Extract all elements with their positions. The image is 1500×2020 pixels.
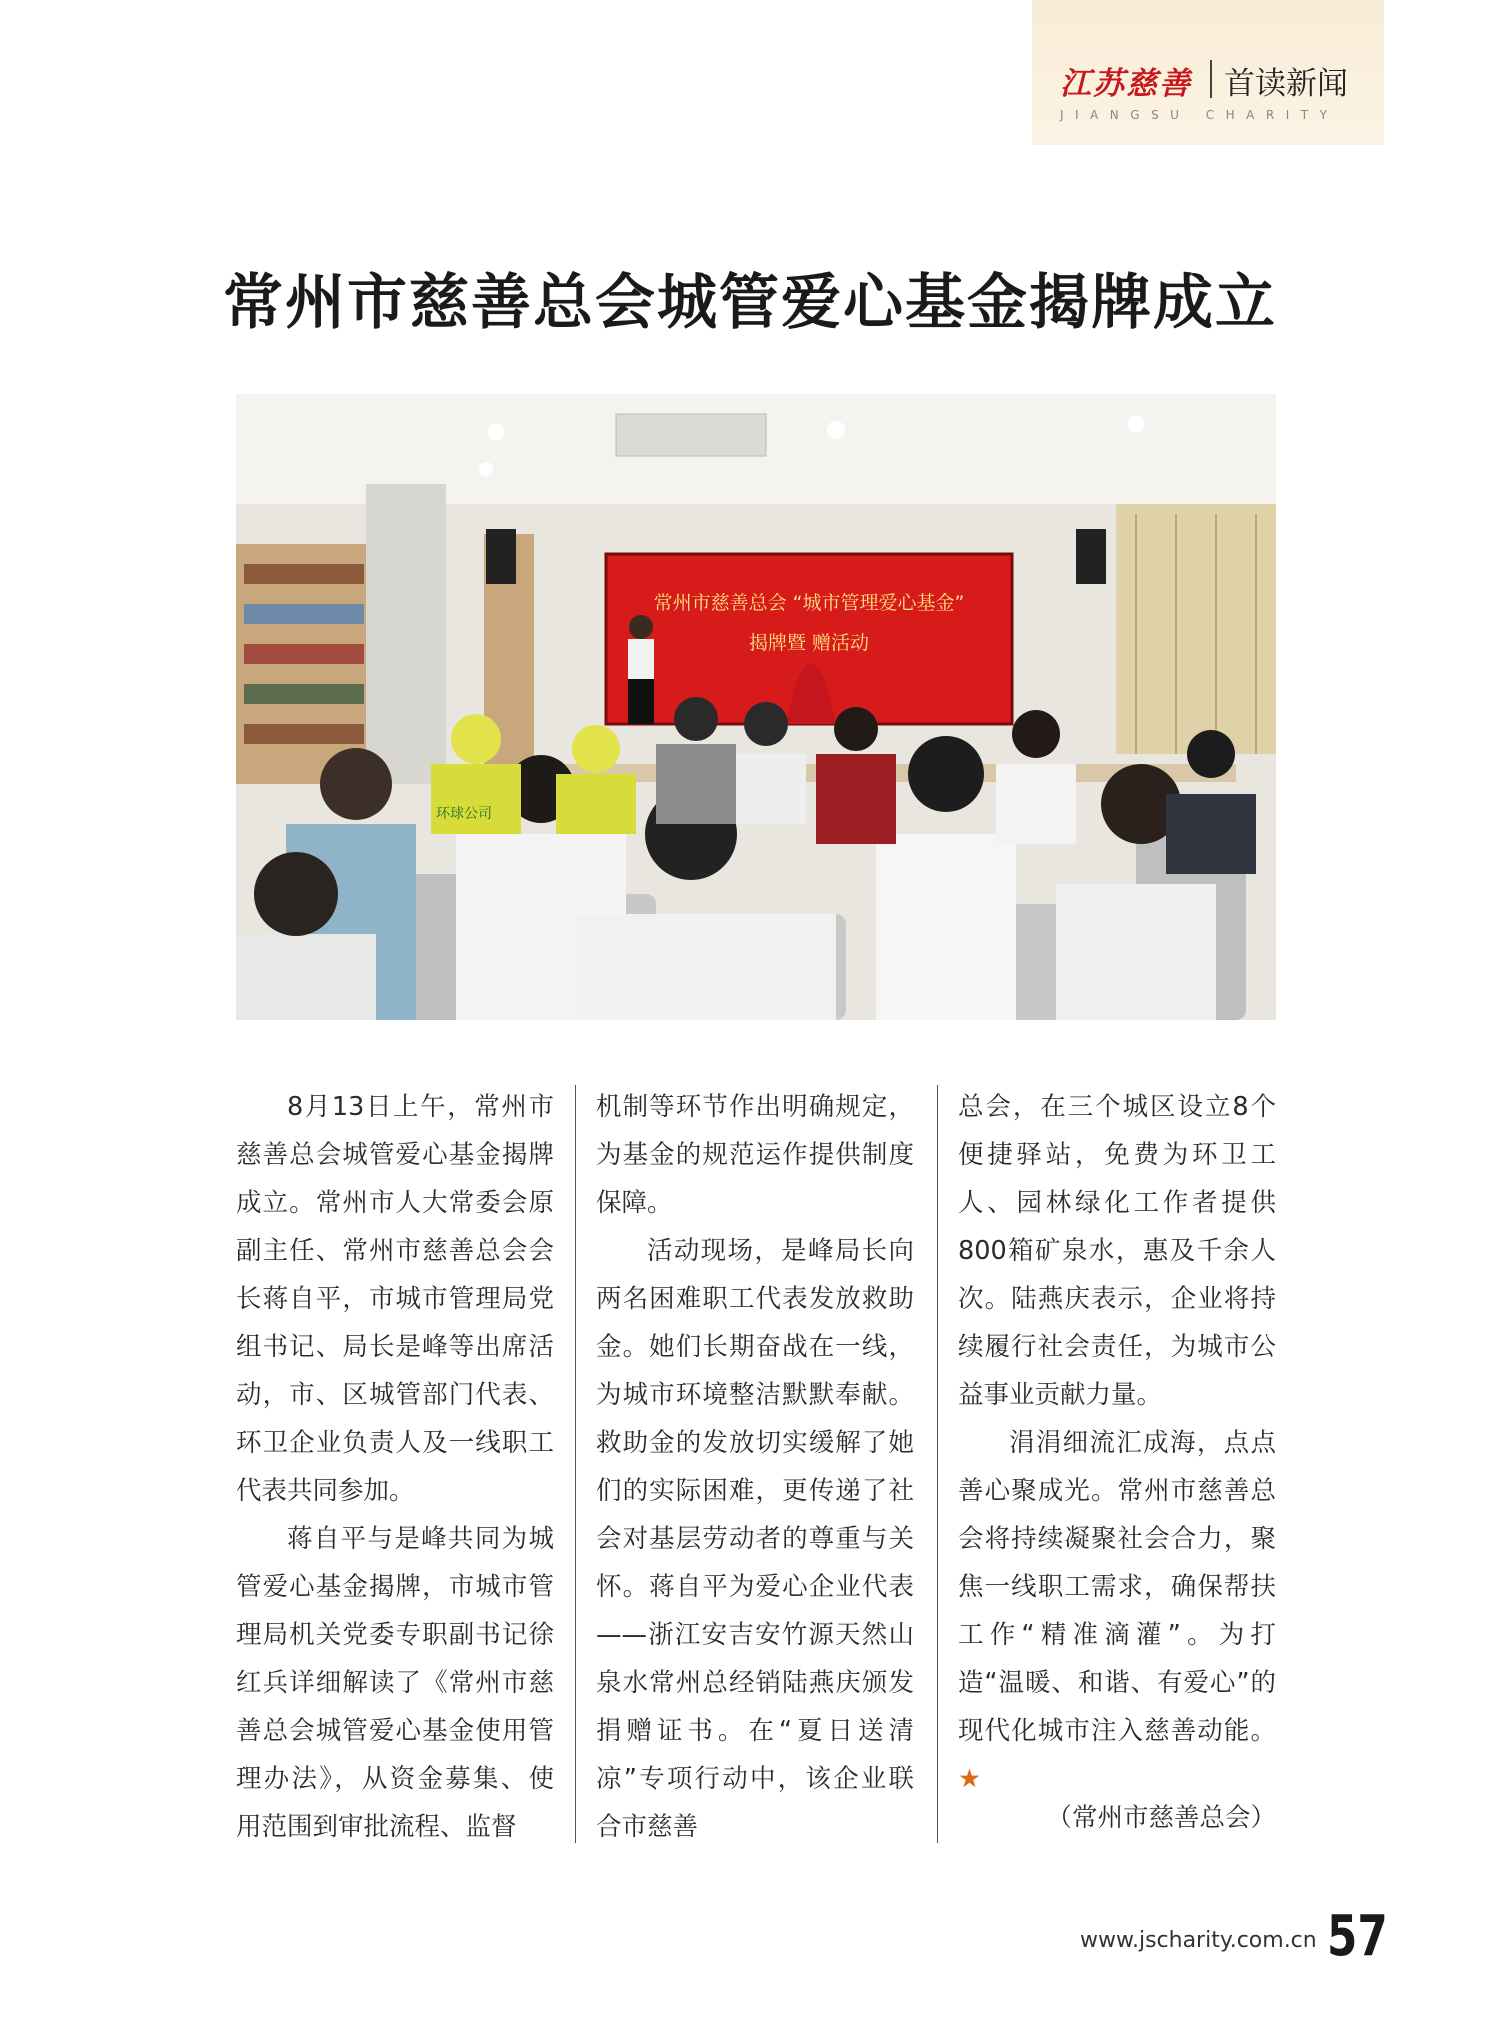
article-column-1 xyxy=(236,1083,554,1851)
paragraph-3-continued: 总会，在三个城区设立8个便捷驿站，免费为环卫工人、园林绿化工作者提供800箱矿泉水，惠及千余人次。陆燕庆表示，企业将持续履行社会责任，为城市公益事业贡献力量。 xyxy=(958,1092,1276,1410)
header-divider xyxy=(1210,60,1212,98)
section-label: 首读新闻 xyxy=(1224,66,1348,102)
photo-screen-line1: 常州市慈善总会 “城市管理爱心基金” xyxy=(653,592,965,614)
header-brand xyxy=(1032,0,1384,145)
column-divider-1 xyxy=(575,1085,576,1843)
article-title: 常州市慈善总会城管爱心基金揭牌成立 xyxy=(223,268,1277,338)
magazine-logo: 江苏慈善 xyxy=(1060,66,1192,102)
end-star-icon: ★ xyxy=(958,1764,981,1794)
column-divider-2 xyxy=(937,1085,938,1843)
article-column-2 xyxy=(596,1083,914,1851)
website-url[interactable]: www.jscharity.com.cn xyxy=(1080,1928,1317,1953)
article-source: （常州市慈善总会） xyxy=(1046,1803,1276,1833)
article-photo xyxy=(236,394,1276,1020)
paragraph-4: 涓涓细流汇成海，点点善心聚成光。常州市慈善总会将持续凝聚社会合力，聚焦一线职工需求，确保帮扶工作“精准滴灌”。为打造“温暖、和谐、有爱心”的现代化城市注入慈善动能。 xyxy=(958,1428,1276,1746)
magazine-subtitle: JIANGSU CHARITY xyxy=(1060,108,1339,122)
photo-vest-text: 环球公司 xyxy=(436,806,492,822)
article-column-3 xyxy=(958,1083,1276,1803)
paragraph-1: 8月13日上午，常州市慈善总会城管爱心基金揭牌成立。常州市人大常委会原副主任、常州市慈善总会会长蒋自平，市城市管理局党组书记、局长是峰等出席活动，市、区城管部门代表、环卫企业负责人及一线职工代表共同参加。 xyxy=(236,1092,554,1506)
page-number: 57 xyxy=(1327,1904,1388,1969)
paragraph-2-continued: 机制等环节作出明确规定，为基金的规范运作提供制度保障。 xyxy=(596,1092,914,1218)
paragraph-3: 活动现场，是峰局长向两名困难职工代表发放救助金。她们长期奋战在一线，为城市环境整洁默默奉献。救助金的发放切实缓解了她们的实际困难，更传递了社会对基层劳动者的尊重与关怀。蒋自平为爱心企业代表——浙江安吉安竹源天然山泉水常州总经销陆燕庆颁发捐赠证书。在“夏日送清凉”专项行动中，该企业联合市慈善 xyxy=(596,1236,914,1842)
photo-screen-line2: 揭牌暨 赠活动 xyxy=(748,632,870,654)
paragraph-2: 蒋自平与是峰共同为城管爱心基金揭牌，市城市管理局机关党委专职副书记徐红兵详细解读了《常州市慈善总会城管爱心基金使用管理办法》，从资金募集、使用范围到审批流程、监督 xyxy=(236,1524,554,1842)
